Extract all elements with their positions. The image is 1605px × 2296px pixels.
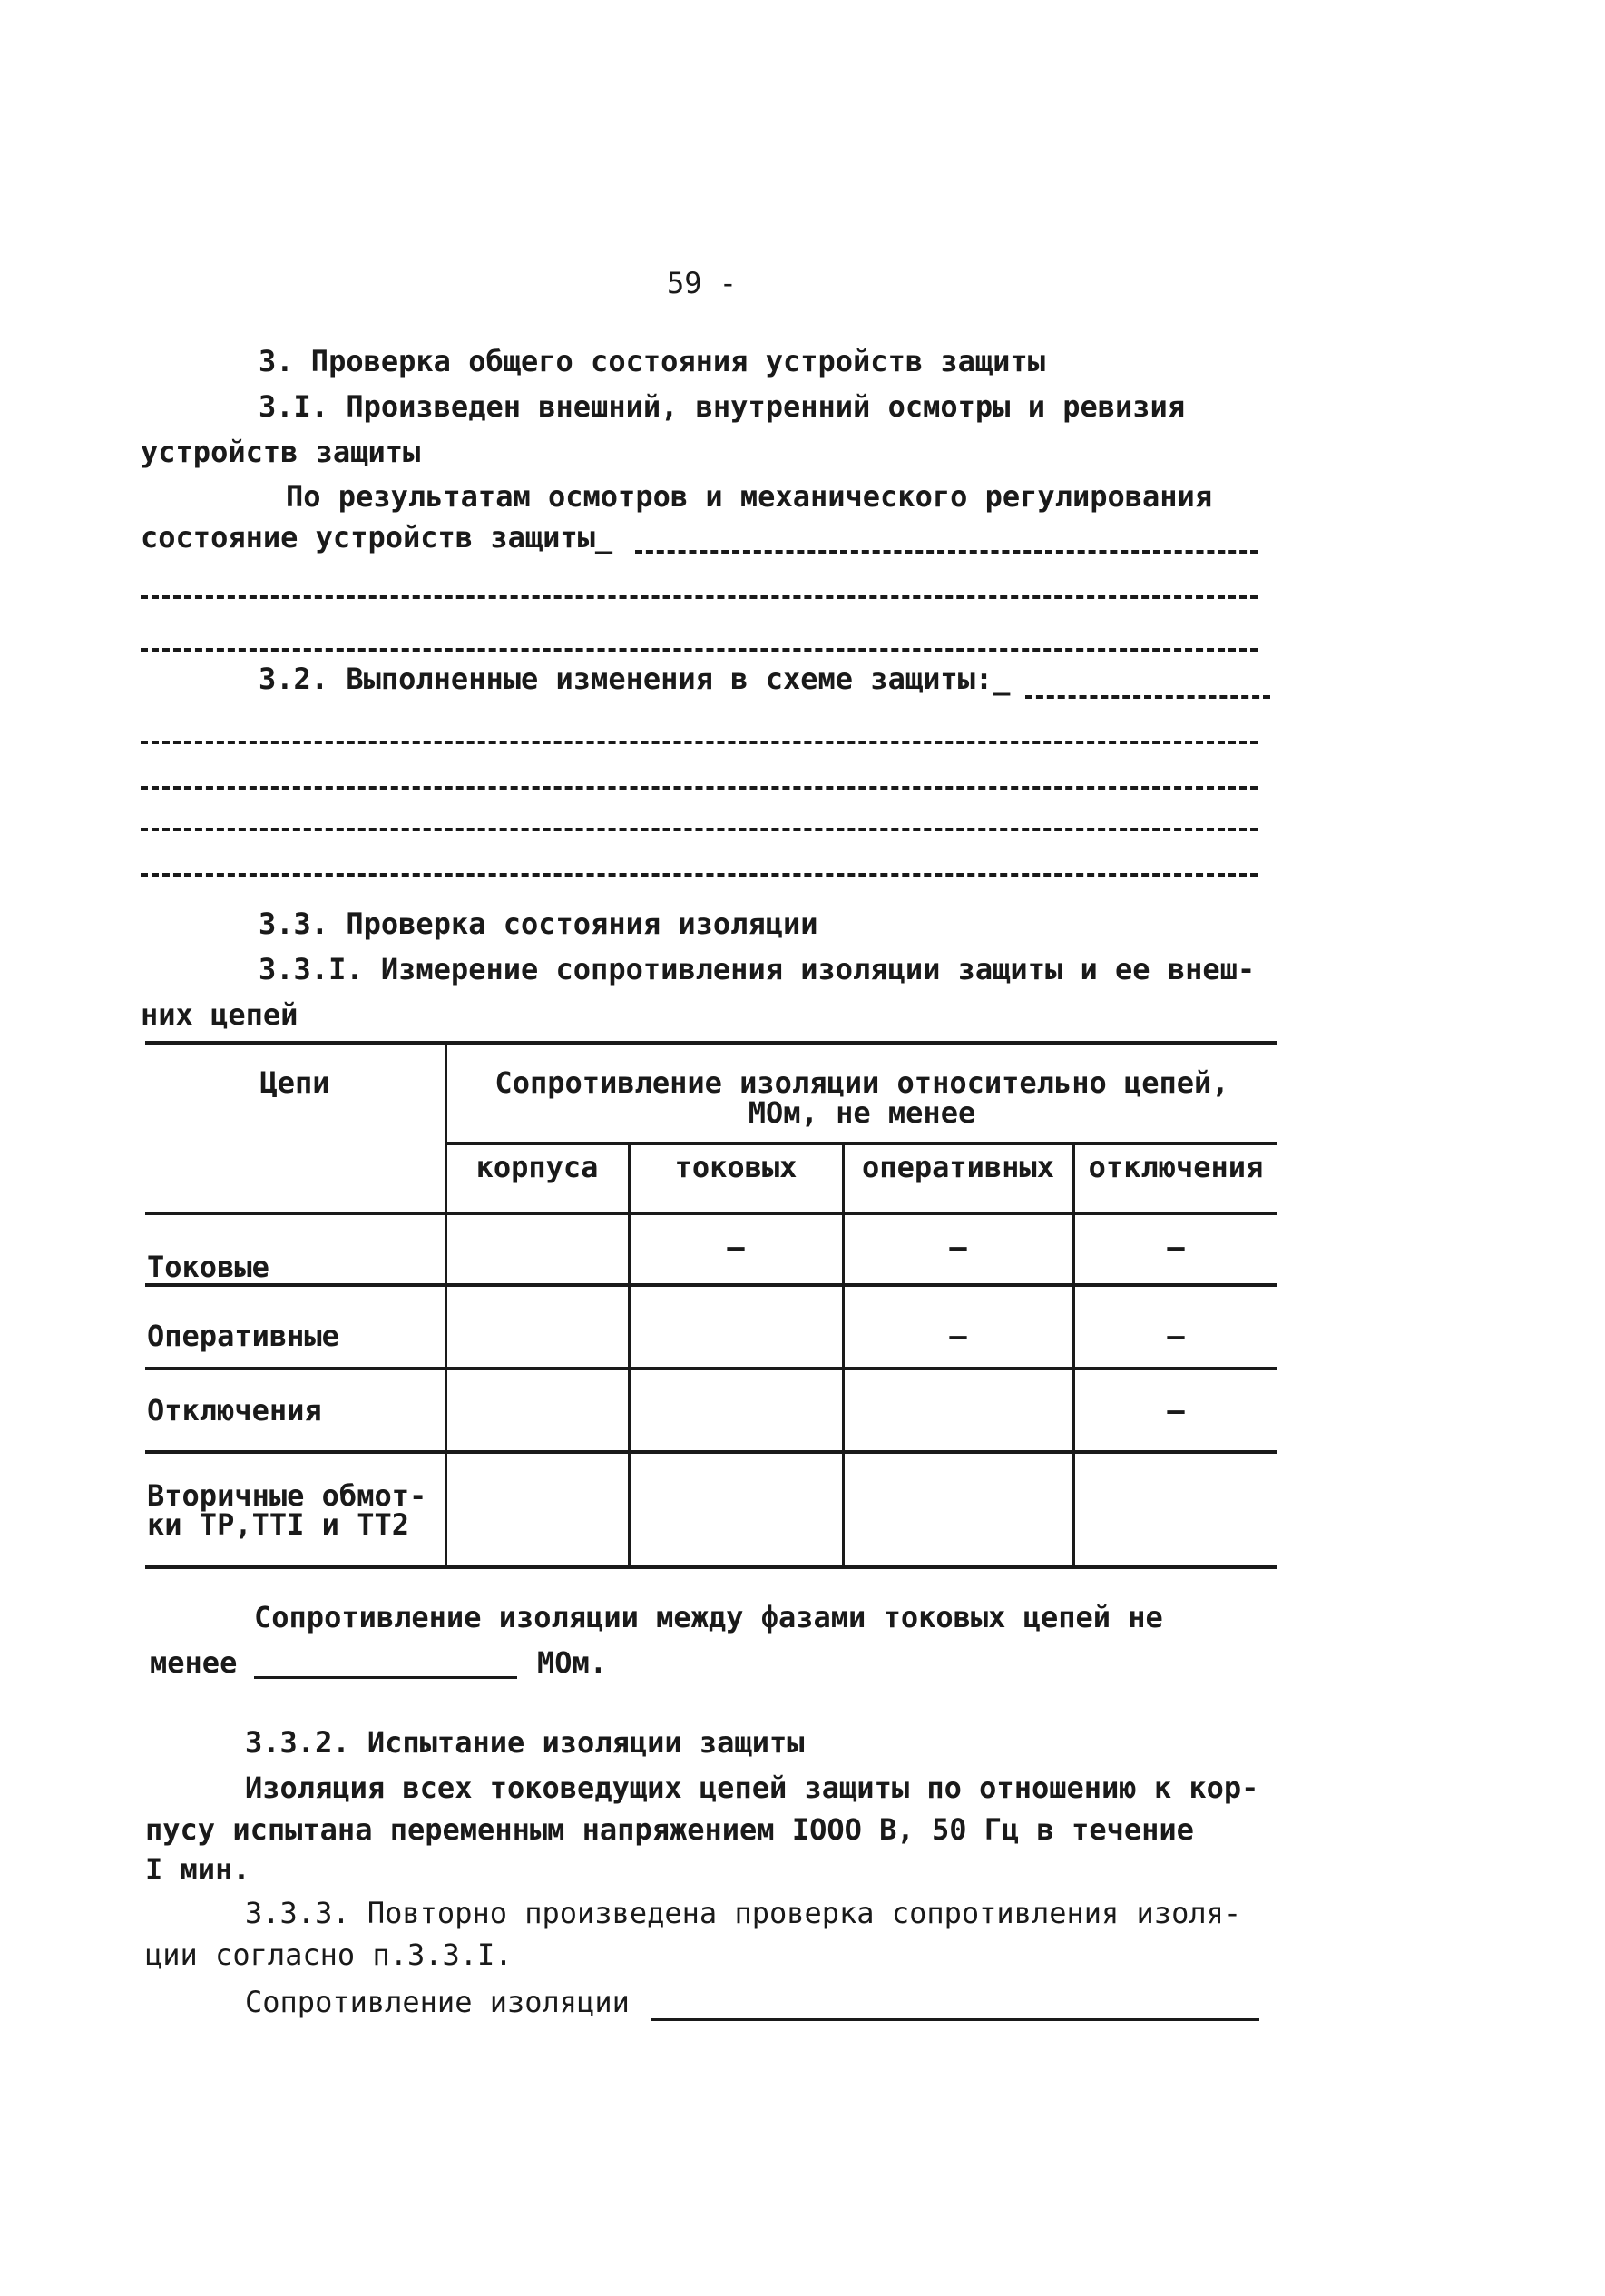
page-number: 59 -	[667, 266, 738, 300]
phase-resistance-line1: Сопротивление изоляции между фазами токовых цепей не	[254, 1600, 1163, 1634]
table-cell: –	[1167, 1393, 1185, 1428]
section-3-title: 3. Проверка общего состояния устройств защиты	[259, 344, 1045, 378]
phase-resistance-blank	[254, 1676, 517, 1679]
table-cell: –	[949, 1230, 967, 1264]
table-cell: –	[727, 1230, 745, 1264]
section-3-1-line2: устройств защиты	[141, 435, 421, 469]
fill-line	[141, 873, 1258, 877]
section-3-3-2: 3.3.2. Испытание изоляции защиты	[245, 1725, 805, 1760]
row-label: Токовые	[147, 1250, 269, 1284]
column-header: корпуса	[475, 1150, 599, 1184]
table-cell: –	[1167, 1319, 1185, 1353]
resistance-blank	[651, 2018, 1259, 2021]
section-3-2: 3.2. Выполненные изменения в схеме защиты:_	[259, 662, 1011, 696]
table-cell: –	[949, 1319, 967, 1353]
fill-line	[141, 741, 1258, 744]
column-header: оперативных	[862, 1150, 1054, 1184]
section-3-3-2-line1: Изоляция всех токоведущих цепей защиты по отношению к кор-	[245, 1771, 1259, 1805]
section-3-3: 3.3. Проверка состояния изоляции	[259, 907, 818, 941]
table-cell: –	[1167, 1230, 1185, 1264]
column-header: отключения	[1088, 1150, 1264, 1184]
table-header-main: Сопротивление изоляции относительно цепей,	[494, 1065, 1229, 1100]
fill-line	[141, 828, 1258, 831]
table-header-main-unit: МОм, не менее	[748, 1095, 976, 1130]
fill-line	[141, 786, 1258, 790]
phase-resistance-unit: МОм.	[537, 1645, 608, 1680]
table-header-circuits: Цепи	[259, 1065, 330, 1100]
phase-resistance-label: менее	[150, 1645, 238, 1680]
fill-line	[1025, 695, 1270, 699]
section-3-3-2-line2: пусу испытана переменным напряжением IOOO В, 50 Гц в течение	[145, 1812, 1194, 1847]
fill-line	[635, 550, 1258, 554]
row-label: Отключения	[147, 1393, 322, 1428]
section-3-3-1-line2: них цепей	[141, 997, 298, 1032]
row-label: Оперативные	[147, 1319, 339, 1353]
section-3-1-line3: По результатам осмотров и механического регулирования	[286, 479, 1213, 514]
resistance-label: Сопротивление изоляции	[245, 1985, 630, 2019]
section-3-1-line1: 3.I. Произведен внешний, внутренний осмотры и ревизия	[259, 389, 1186, 424]
row-label-cont: ки ТР,ТТI и ТТ2	[147, 1507, 409, 1542]
row-label: Вторичные обмот-	[147, 1478, 427, 1513]
section-3-3-3-line1: 3.3.3. Повторно произведена проверка сопротивления изоля-	[245, 1896, 1242, 1930]
column-header: токовых	[674, 1150, 798, 1184]
section-3-3-3-line2: ции согласно п.3.3.I.	[145, 1938, 513, 1972]
fill-line	[141, 648, 1258, 652]
section-3-3-2-line3: I мин.	[145, 1852, 250, 1887]
section-3-1-line4: состояние устройств защиты_	[141, 520, 613, 554]
fill-line	[141, 595, 1258, 599]
section-3-3-1-line1: 3.3.I. Измерение сопротивления изоляции защиты и ее внеш-	[259, 952, 1256, 986]
